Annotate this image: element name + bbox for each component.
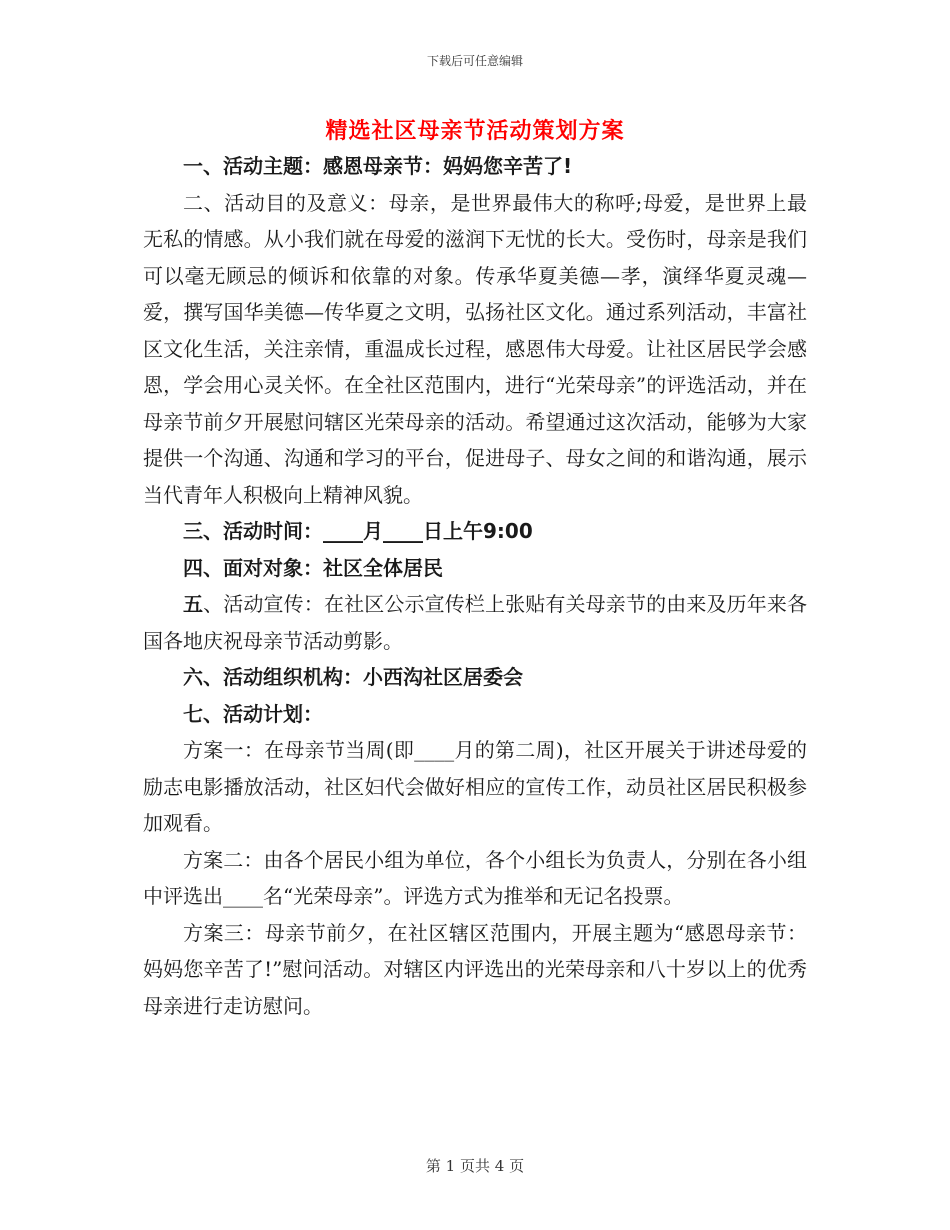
section-time: 三、活动时间：____月____日上午9:00 — [183, 519, 533, 543]
plan-two: 方案二：由各个居民小组为单位，各个小组长为负责人，分别在各小组中评选出____名“光荣母亲”。评选方式为推举和无记名投票。 — [143, 847, 807, 908]
section-publicity-number: 五 — [183, 592, 204, 616]
section-publicity — [143, 586, 807, 659]
document-title: 精选社区母亲节活动策划方案 — [325, 119, 625, 144]
section-plan-heading: 七、活动计划： — [183, 701, 323, 726]
page-footer: 第 1 页共 4 页 — [425, 1157, 525, 1175]
plan-one: 方案一：在母亲节当周(即____月的第二周)，社区开展关于讲述母爱的励志电影播放活动，社区妇代会做好相应的宣传工作，动员社区居民积极参加观看。 — [143, 738, 807, 835]
section-purpose: 二、活动目的及意义：母亲，是世界最伟大的称呼;母爱，是世界上最无私的情感。从小我们就在母爱的滋润下无忧的长大。受伤时，母亲是我们可以毫无顾忌的倾诉和依靠的对象。传承华夏美德—孝，演绎华夏灵魂—爱，撰写国华美德—传华夏之文明，弘扬社区文化。通过系列活动，丰富社区文化生活，关注亲情，重温成长过程，感恩伟大母爱。让社区居民学会感恩，学会用心灵关怀。在全社区范围内，进行“光荣母亲”的评选活动，并在母亲节前夕开展慰问辖区光荣母亲的活动。希望通过这次活动，能够为大家提供一个沟通、沟通和学习的平台，促进母子、母女之间的和谐沟通，展示当代青年人积极向上精神风貌。 — [143, 190, 807, 507]
section-publicity-text: 、活动宣传：在社区公示宣传栏上张贴有关母亲节的由来及历年来各国各地庆祝母亲节活动剪影。 — [143, 592, 808, 653]
section-organizer: 六、活动组织机构：小西沟社区居委会 — [183, 665, 523, 689]
section-audience: 四、面对对象：社区全体居民 — [183, 555, 443, 580]
plan-three: 方案三：母亲节前夕，在社区辖区范围内，开展主题为“感恩母亲节：妈妈您辛苦了!”慰问活动。对辖区内评选出的光荣母亲和八十岁以上的优秀母亲进行走访慰问。 — [143, 920, 807, 1018]
document-body — [143, 148, 807, 1024]
section-theme: 一、活动主题：感恩母亲节：妈妈您辛苦了! — [183, 154, 573, 178]
header-note: 下载后可任意编辑 — [426, 54, 523, 68]
